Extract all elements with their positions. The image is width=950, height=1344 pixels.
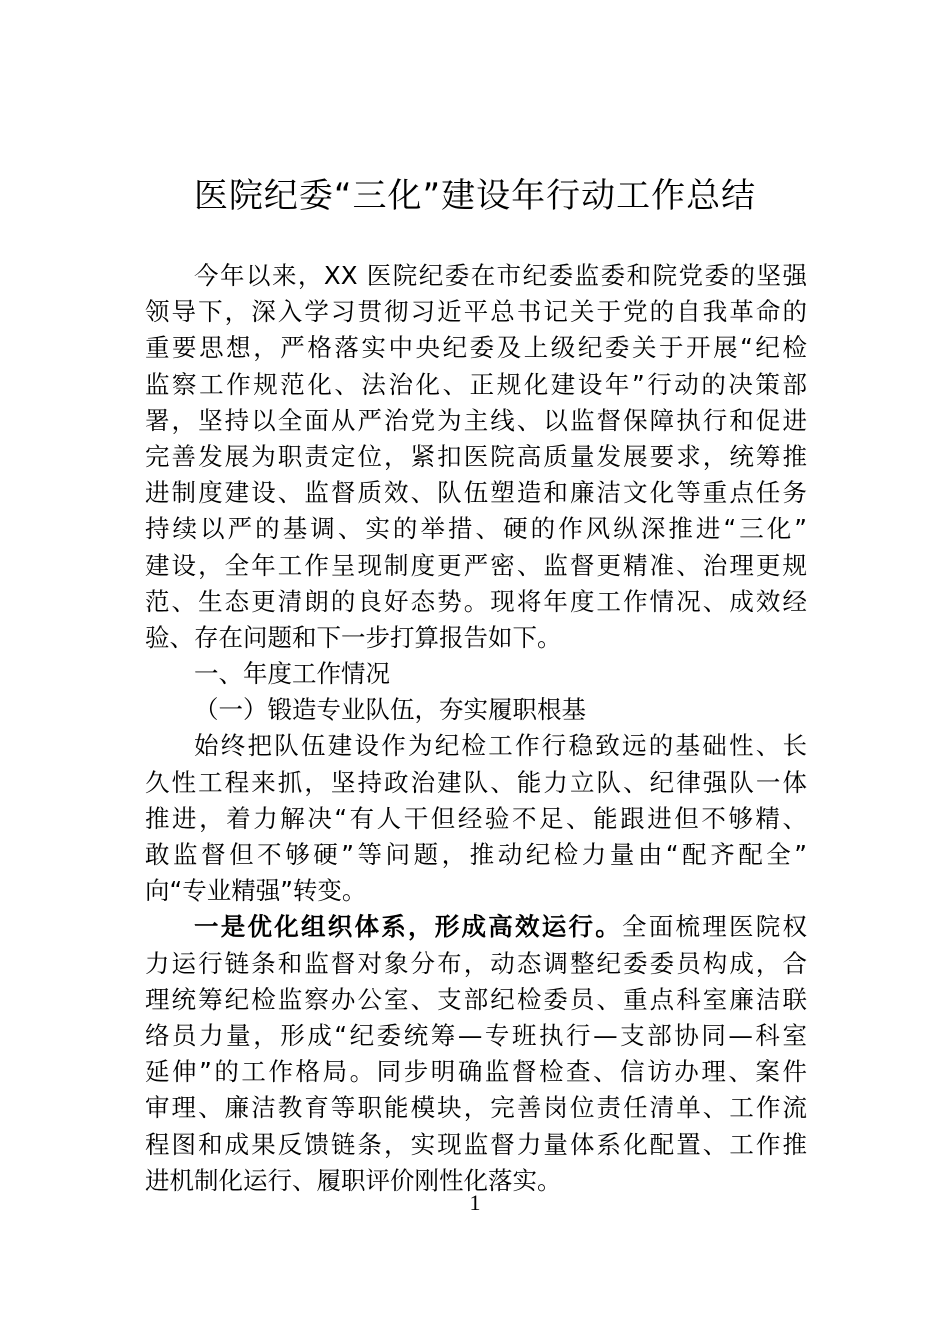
- text-line: 进机制化运行、履职评价刚性化落实。: [145, 1165, 562, 1195]
- text-line: 久性工程来抓，坚持政治建队、能力立队、纪律强队一体: [145, 767, 807, 797]
- text-line: 推进，着力解决“有人干但经验不足、能跟进但不够精、: [145, 803, 807, 833]
- bold-lead-text: 一是优化组织体系，形成高效运行。: [194, 912, 622, 942]
- text-line: 重要思想，严格落实中央纪委及上级纪委关于开展“纪检: [145, 333, 807, 363]
- text-line: 监察工作规范化、法治化、正规化建设年”行动的决策部: [145, 369, 807, 399]
- text-line: 建设，全年工作呈现制度更严密、监督更精准、治理更规: [145, 550, 807, 580]
- text-line: 持续以严的基调、实的举措、硬的作风纵深推进“三化”: [145, 514, 807, 544]
- document-title: 医院纪委“三化”建设年行动工作总结: [193, 176, 757, 216]
- page-number: 1: [469, 1190, 481, 1215]
- text-line: 理统筹纪检监察办公室、支部纪检委员、重点科室廉洁联: [145, 984, 807, 1014]
- text-line: 力运行链条和监督对象分布，动态调整纪委委员构成，合: [145, 948, 807, 978]
- text-line: 范、生态更清朗的良好态势。现将年度工作情况、成效经: [145, 586, 807, 616]
- text-line: 完善发展为职责定位，紧扣医院高质量发展要求，统筹推: [145, 441, 807, 471]
- team-paragraph: [145, 728, 807, 909]
- text-line: 始终把队伍建设作为纪检工作行稳致远的基础性、长: [194, 731, 807, 761]
- text-line: 向“专业精强”转变。: [145, 876, 367, 906]
- text-line: 验、存在问题和下一步打算报告如下。: [145, 622, 562, 652]
- text-line: 审理、廉洁教育等职能模块，完善岗位责任清单、工作流: [145, 1093, 807, 1123]
- text-line: 络员力量，形成“纪委统筹—专班执行—支部协同—科室: [145, 1020, 807, 1050]
- subsection-heading: （一）锻造专业队伍，夯实履职根基: [194, 695, 586, 725]
- text-line: 署，坚持以全面从严治党为主线、以监督保障执行和促进: [145, 405, 807, 435]
- text-line: 延伸”的工作格局。同步明确监督检查、信访办理、案件: [145, 1057, 807, 1087]
- text-line: 进制度建设、监督质效、队伍塑造和廉洁文化等重点任务: [145, 478, 807, 508]
- section-heading: 一、年度工作情况: [194, 659, 390, 689]
- organization-paragraph: [145, 909, 807, 1199]
- text-line: [145, 909, 807, 945]
- text-line: 今年以来，XX 医院纪委在市纪委监委和院党委的坚强: [194, 261, 807, 290]
- lead-line-rest: 全面梳理医院权: [622, 912, 807, 942]
- text-line: 领导下，深入学习贯彻习近平总书记关于党的自我革命的: [145, 297, 807, 327]
- text-line: 敢监督但不够硬”等问题，推动纪检力量由“配齐配全”: [145, 840, 807, 869]
- intro-paragraph: [145, 258, 807, 656]
- document-body: [145, 258, 807, 1199]
- text-line: 程图和成果反馈链条，实现监督力量体系化配置、工作推: [145, 1129, 807, 1159]
